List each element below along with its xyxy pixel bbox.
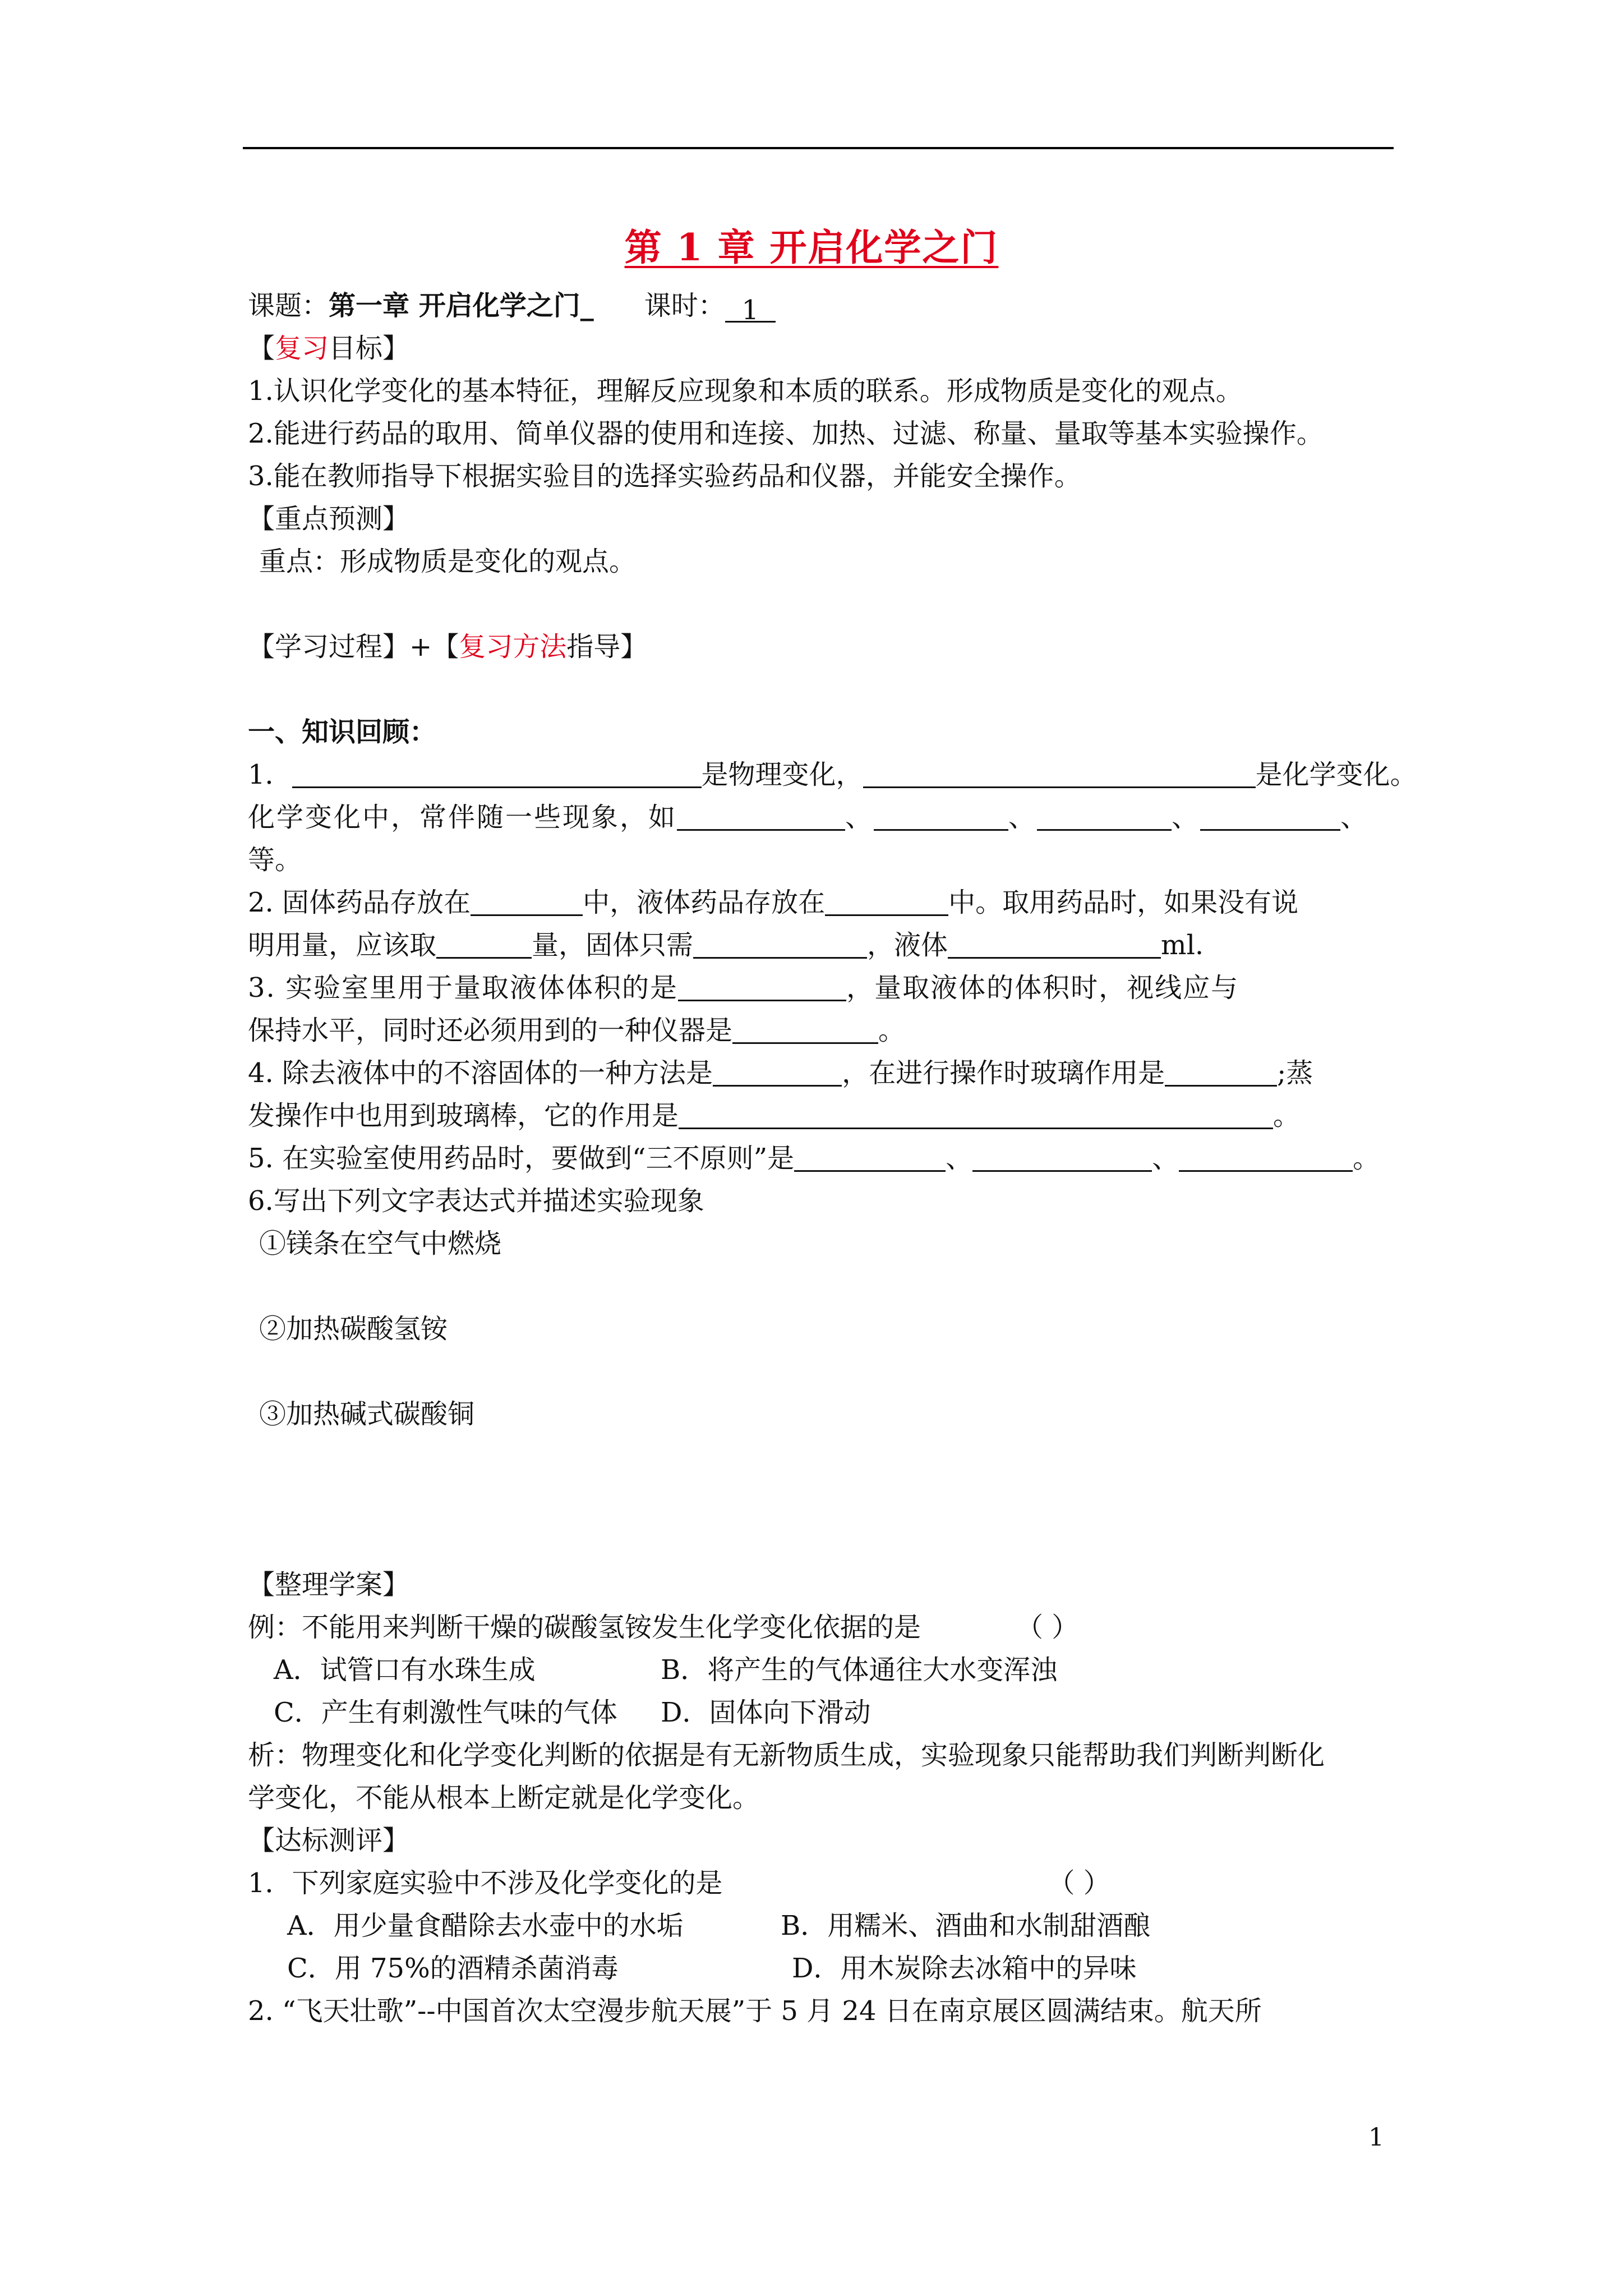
review-header: 一、知识回顾： bbox=[248, 716, 437, 748]
review-q1-line3: 等。 bbox=[248, 844, 302, 876]
case-header: 【整理学案】 bbox=[248, 1569, 410, 1600]
page-title: 第 1 章 开启化学之门 bbox=[624, 226, 999, 269]
review-q1-line1: 1． 是物理变化， 是化学变化。 bbox=[248, 759, 1417, 790]
goal-item: 1.认识化学变化的基本特征，理解反应现象和本质的联系。形成物质是变化的观点。 bbox=[248, 375, 1243, 407]
focus-text: 重点：形成物质是变化的观点。 bbox=[259, 546, 637, 577]
review-q1-line2: 化学变化中，常伴随一些现象，如 、 、 、 、 bbox=[248, 802, 1370, 833]
review-q2-line2: 明用量，应该取 量，固体只需 ，液体 ml. bbox=[248, 930, 1204, 961]
test-header: 【达标测评】 bbox=[248, 1825, 410, 1856]
review-q5: 5. 在实验室使用药品时，要做到“三不原则”是 、 、 。 bbox=[248, 1143, 1380, 1174]
review-q6-item: ①镁条在空气中燃烧 bbox=[259, 1228, 502, 1259]
test-q2: 2. “飞天壮歌”--中国首次太空漫步航天展”于 5 月 24 日在南京展区圆满结束。航天所 bbox=[248, 1995, 1262, 2027]
test-options-ab: A．用少量食醋除去水壶中的水垢 B．用糯米、酒曲和水制甜酒酿 bbox=[287, 1910, 1151, 1941]
answer-parens: （ ） bbox=[1048, 1867, 1110, 1899]
review-q4-line1: 4. 除去液体中的不溶固体的一种方法是 ，在进行操作时玻璃作用是 ;蒸 bbox=[248, 1057, 1313, 1089]
goal-item: 2.能进行药品的取用、简单仪器的使用和连接、加热、过滤、称量、量取等基本实验操作。 bbox=[248, 418, 1324, 449]
review-q3-line1: 3. 实验室里用于量取液体体积的是 ，量取液体的体积时，视线应与 bbox=[248, 972, 1239, 1004]
review-q4-line2: 发操作中也用到玻璃棒，它的作用是 。 bbox=[248, 1100, 1301, 1131]
header-rule bbox=[243, 147, 1394, 149]
goals-header: 【复习目标】 bbox=[248, 333, 410, 364]
review-q6-item: ③加热碱式碳酸铜 bbox=[259, 1398, 475, 1430]
review-q6: 6.写出下列文字表达式并描述实验现象 bbox=[248, 1185, 704, 1217]
case-options-cd: C．产生有刺激性气味的气体 D．固体向下滑动 bbox=[274, 1697, 871, 1728]
test-options-cd: C．用 75%的酒精杀菌消毒 D．用木炭除去冰箱中的异味 bbox=[287, 1953, 1137, 1984]
case-example: 例：不能用来判断干燥的碳酸氢铵发生化学变化依据的是 （ ） bbox=[248, 1612, 1079, 1643]
review-q3-line2: 保持水平，同时还必须用到的一种仪器是 。 bbox=[248, 1015, 906, 1046]
page-number: 1 bbox=[1368, 2123, 1384, 2152]
test-q1: 1．下列家庭实验中不涉及化学变化的是 （ ） bbox=[248, 1867, 1110, 1899]
focus-header: 【重点预测】 bbox=[248, 503, 410, 535]
process-header: 【学习过程】+【复习方法指导】 bbox=[248, 631, 648, 662]
case-analysis: 学变化，不能从根本上断定就是化学变化。 bbox=[248, 1782, 760, 1814]
review-q2-line1: 2. 固体药品存放在 中，液体药品存放在 中。取用药品时，如果没有说 bbox=[248, 887, 1299, 918]
lesson-line: 课题：第一章 开启化学之门_ 课时： 1 bbox=[248, 287, 1392, 324]
case-analysis: 析：物理变化和化学变化判断的依据是有无新物质生成，实验现象只能帮助我们判断判断化 bbox=[248, 1740, 1325, 1771]
goal-item: 3.能在教师指导下根据实验目的选择实验药品和仪器，并能安全操作。 bbox=[248, 461, 1081, 492]
answer-parens: （ ） bbox=[1016, 1612, 1079, 1643]
case-options-ab: A．试管口有水珠生成 B．将产生的气体通往大水变浑浊 bbox=[274, 1654, 1058, 1686]
review-q6-item: ②加热碳酸氢铵 bbox=[259, 1313, 448, 1345]
